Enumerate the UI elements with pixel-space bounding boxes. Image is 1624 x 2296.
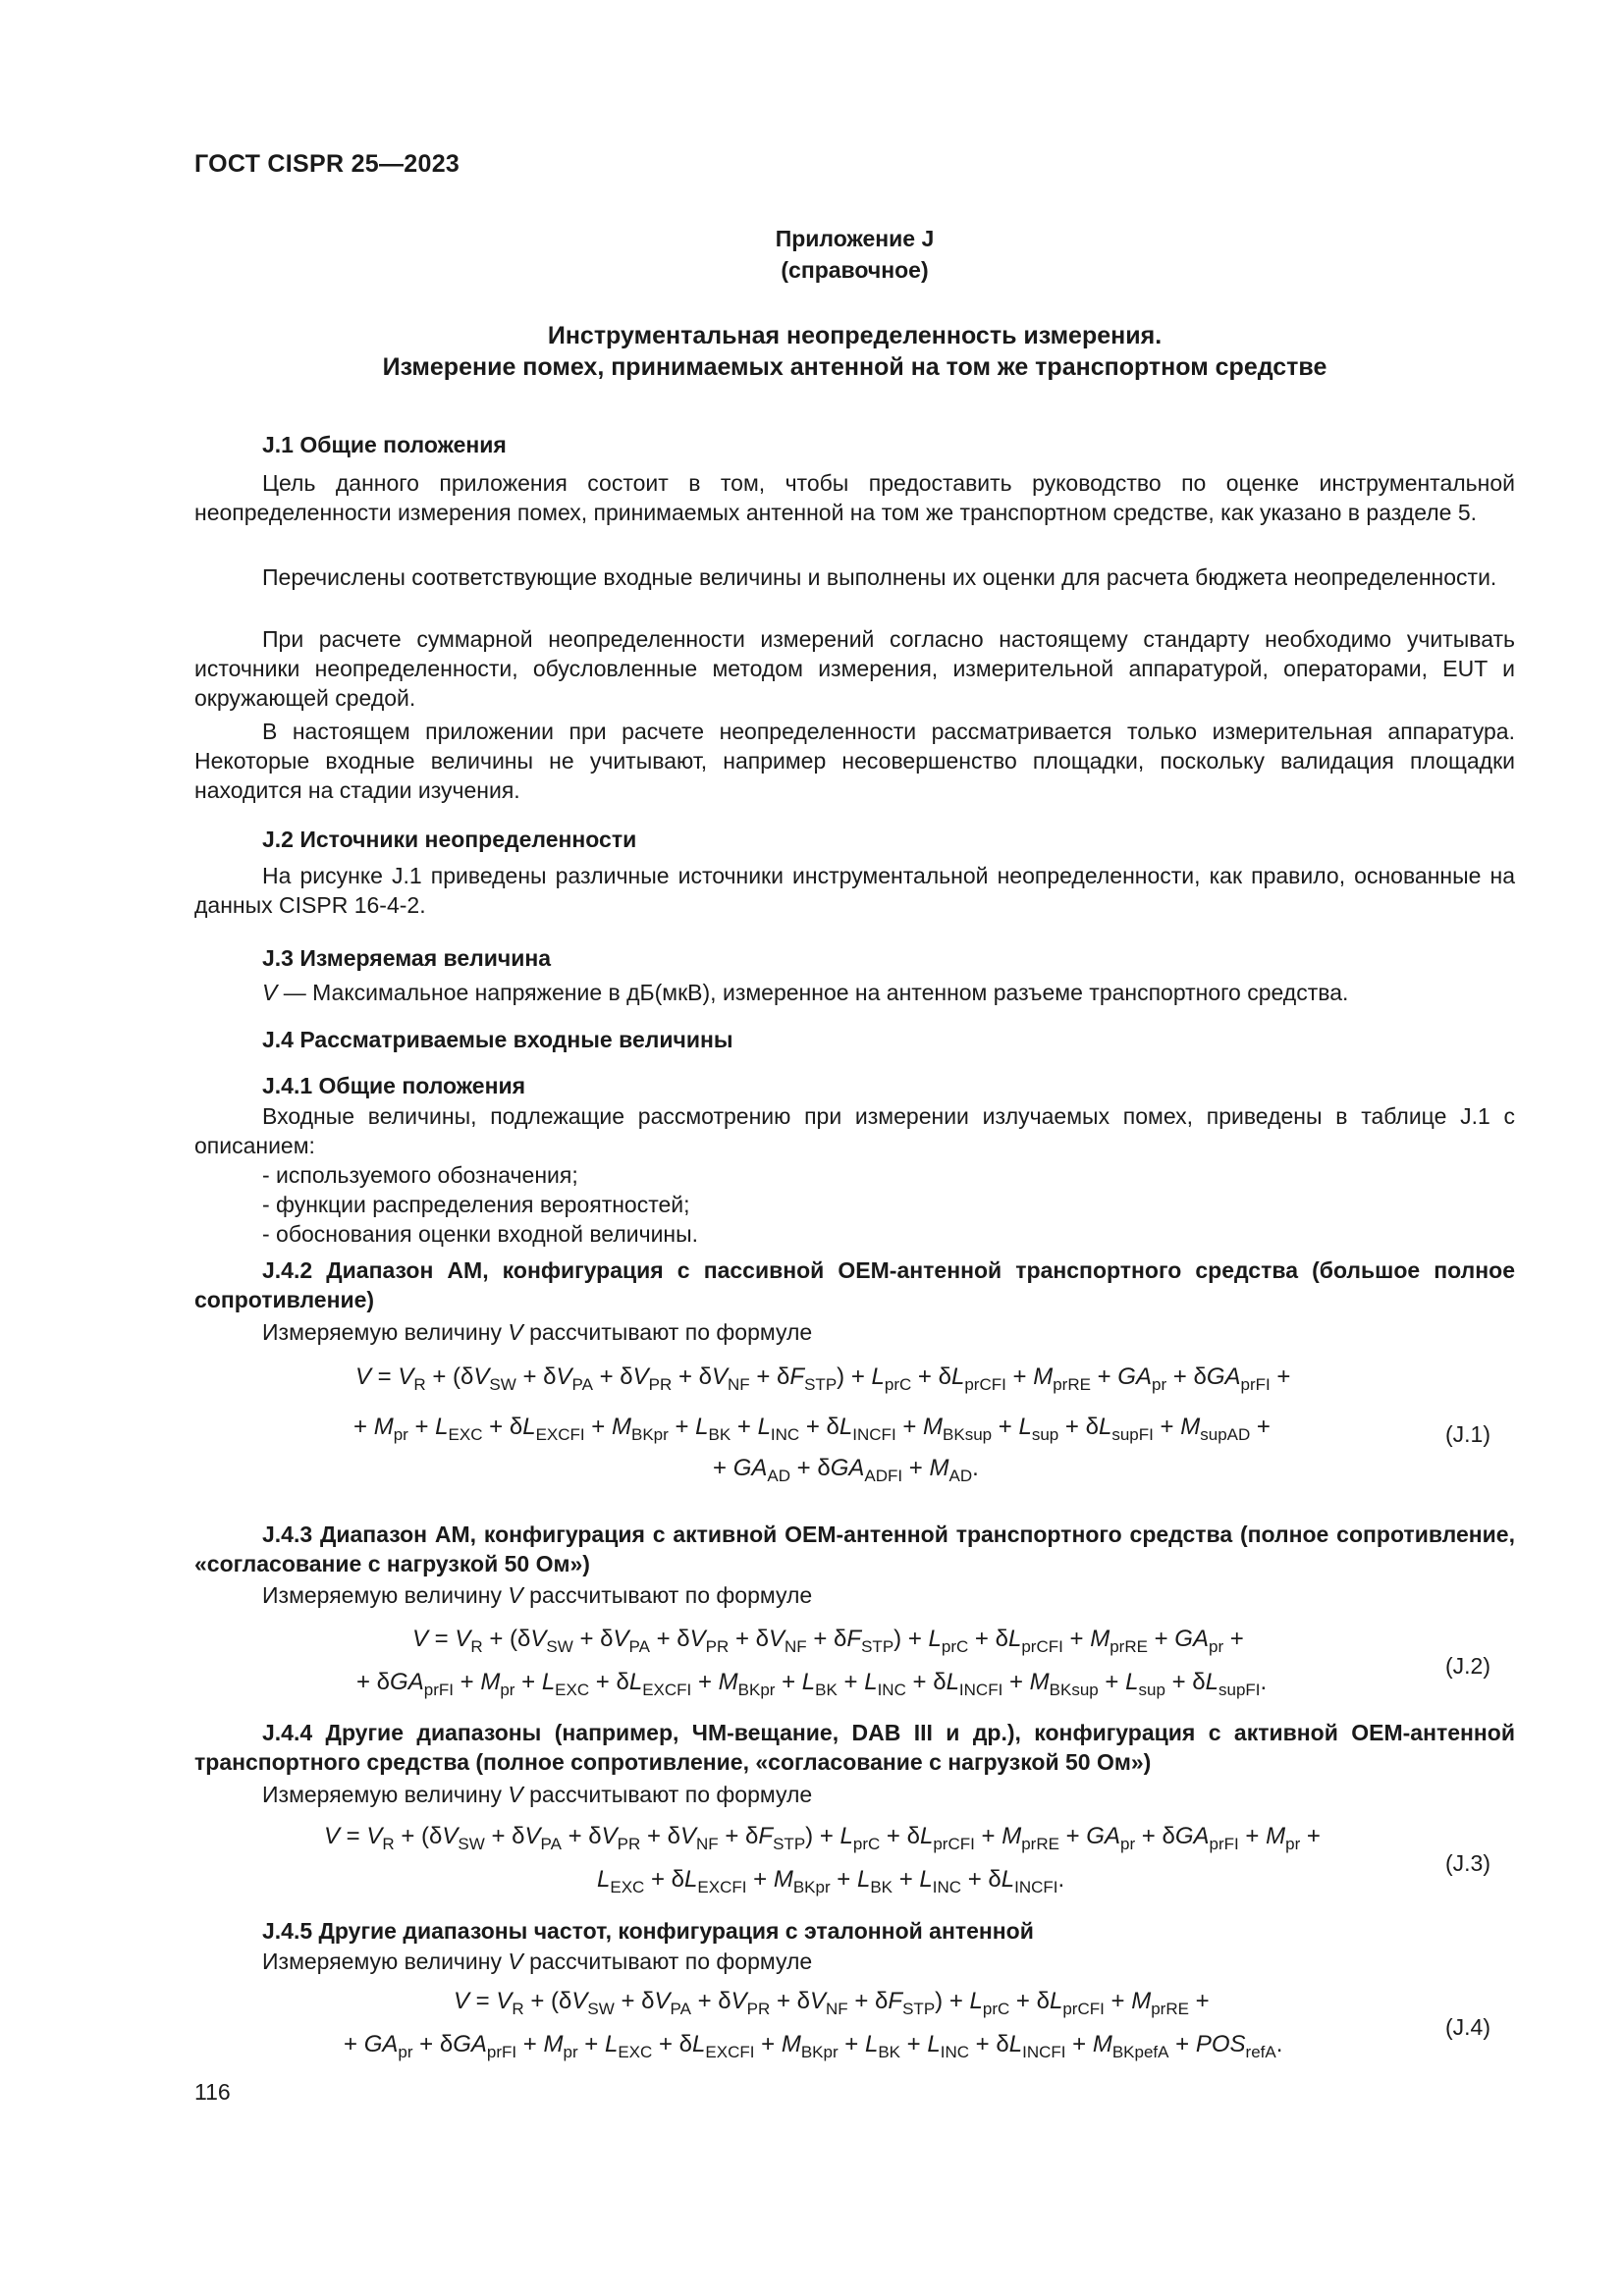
formula-intro-text: рассчитывают по формуле [522,1949,813,1974]
formula-intro-symbol: V [508,1319,523,1345]
section-j44-title: J.4.4 Другие диапазоны (например, ЧМ-вещание, DAB III и др.), конфигурация с активной OEM-антенной транспортного средства (полное сопротивление, «согласование с нагрузкой 50 Ом») [194,1720,1515,1775]
page-number: 116 [194,2079,231,2105]
equation-number-j3: (J.3) [1445,1850,1490,1876]
formula-j2-line1: $V = V_R + (\delta V_{SW} + \delta V_{PA} + \delta V_{PR} + \delta V_{NF} + \delta F_{STP}) + L_{prC} + \delta L_{prCFI} + M_{prRE} + GA_{pr}$ + [412,1626,1244,1656]
formula-j1-line3: + $GA_{AD} + \delta GA_{ADFI} + M_{AD}$. [713,1455,979,1485]
measurand-text: — Максимальное напряжение в дБ(мкВ), измеренное на антенном разъеме транспортного средства. [277,980,1349,1005]
annex-title: Приложение J [775,226,935,251]
section-j4-title: J.4 Рассматриваемые входные величины [262,1027,733,1052]
formula-intro [262,1782,812,1808]
formula-intro-symbol: V [508,1949,523,1974]
section-j43-title: J.4.3 Диапазон АМ, конфигурация с активной OEM-антенной транспортного средства (полное сопротивление, «согласование с нагрузкой 50 Ом») [194,1522,1515,1576]
formula-intro-symbol: V [508,1782,523,1807]
list-item: - функции распределения вероятностей; [262,1192,690,1217]
document-header: ГОСТ CISPR 25—2023 [194,150,460,178]
section-j3-definition [262,980,1348,1006]
formula-intro-text: Измеряемую величину [262,1782,509,1807]
section-j1-paragraph-1: Цель данного приложения состоит в том, чтобы предоставить руководство по оценке инструментальной неопределенности измерения помех, принимаемых антенной на том же транспортном средстве, как указано в разделе 5. [194,470,1515,525]
annex-heading-line2: Измерение помех, принимаемых антенной на том же транспортном средстве [382,353,1327,381]
formula-intro-text: рассчитывают по формуле [522,1582,813,1608]
formula-j1-line2: + $M_{pr} + L_{EXC} + \delta L_{EXCFI} + M_{BKpr} + L_{BK} + L_{INC} + \delta L_{INCFI} + M_{BKsup} + L_{sup} + \delta L_{supFI} + M_{supAD}$ + [353,1414,1271,1444]
formula-intro-text: Измеряемую величину [262,1949,509,1974]
measurand-symbol: V [262,980,278,1005]
formula-j1-line1: $V = V_R + (\delta V_{SW} + \delta V_{PA} + \delta V_{PR} + \delta V_{NF} + \delta F_{STP}) + L_{prC} + \delta L_{prCFI} + M_{prRE} + GA_{pr} + \delta GA_{prFI}$ + [355,1363,1291,1394]
section-j41-paragraph: Входные величины, подлежащие рассмотрению при измерении излучаемых помех, приведены в таблице J.1 с описанием: [194,1103,1515,1158]
section-j2-paragraph: На рисунке J.1 приведены различные источники инструментальной неопределенности, как правило, основанные на данных CISPR 16-4-2. [194,863,1515,918]
equation-number-j2: (J.2) [1445,1653,1490,1679]
formula-intro-text: рассчитывают по формуле [522,1319,813,1345]
formula-intro [262,1949,812,1975]
formula-intro [262,1582,812,1609]
annex-kind: (справочное) [781,257,929,283]
section-j1-paragraph-3: При расчете суммарной неопределенности измерений согласно настоящему стандарту необходимо учитывать источники неопределенности, обусловленные методом измерения, измерительной аппаратурой, операторами, EUT и окружающей средой. [194,626,1515,711]
formula-intro-text: рассчитывают по формуле [522,1782,813,1807]
section-j3-title: J.3 Измеряемая величина [262,945,552,971]
section-j41-title: J.4.1 Общие положения [262,1073,526,1098]
list-item: - используемого обозначения; [262,1162,578,1188]
formula-j2-line2: + $\delta GA_{prFI} + M_{pr} + L_{EXC} + \delta L_{EXCFI} + M_{BKpr} + L_{BK} + L_{INC} + \delta L_{INCFI} + M_{BKsup} + L_{sup} + \delta L_{supFI}$. [356,1669,1268,1699]
section-j1-title: J.1 Общие положения [262,432,507,457]
section-j1-paragraph-4: В настоящем приложении при расчете неопределенности рассматривается только измерительная аппаратура. Некоторые входные величины не учитывают, например несовершенство площадки, поскольку валидация площадки находится на стадии изучения. [194,719,1515,803]
equation-number-j4: (J.4) [1445,2014,1490,2040]
formula-intro [262,1319,812,1346]
formula-j4-line2: + $GA_{pr} + \delta GA_{prFI} + M_{pr} + L_{EXC} + \delta L_{EXCFI} + M_{BKpr} + L_{BK} + L_{INC} + \delta L_{INCFI} + M_{BKpefA} + POS_{refA}$. [344,2031,1283,2061]
annex-heading-line1: Инструментальная неопределенность измерения. [547,322,1163,349]
section-j42-title: J.4.2 Диапазон АМ, конфигурация с пассивной OEM-антенной транспортного средства (большое полное сопротивление) [194,1257,1515,1312]
formula-j3-line2: $L_{EXC} + \delta L_{EXCFI} + M_{BKpr} + L_{BK} + L_{INC} + \delta L_{INCFI}$. [597,1866,1065,1896]
formula-j3-line1: $V = V_R + (\delta V_{SW} + \delta V_{PA} + \delta V_{PR} + \delta V_{NF} + \delta F_{STP}) + L_{prC} + \delta L_{prCFI} + M_{prRE} + GA_{pr} + \delta GA_{prFI} + M_{pr}$ + [324,1823,1321,1853]
formula-intro-symbol: V [508,1582,523,1608]
section-j2-title: J.2 Источники неопределенности [262,827,637,852]
formula-intro-text: Измеряемую величину [262,1319,509,1345]
section-j45-title: J.4.5 Другие диапазоны частот, конфигурация с эталонной антенной [262,1918,1034,1944]
section-j1-paragraph-2: Перечислены соответствующие входные величины и выполнены их оценки для расчета бюджета неопределенности. [262,564,1497,590]
equation-number-j1: (J.1) [1445,1421,1490,1447]
formula-intro-text: Измеряемую величину [262,1582,509,1608]
formula-j4-line1: $V = V_R + (\delta V_{SW} + \delta V_{PA} + \delta V_{PR} + \delta V_{NF} + \delta F_{STP}) + L_{prC} + \delta L_{prCFI} + M_{prRE}$ + [454,1988,1210,2018]
list-item: - обоснования оценки входной величины. [262,1221,699,1247]
